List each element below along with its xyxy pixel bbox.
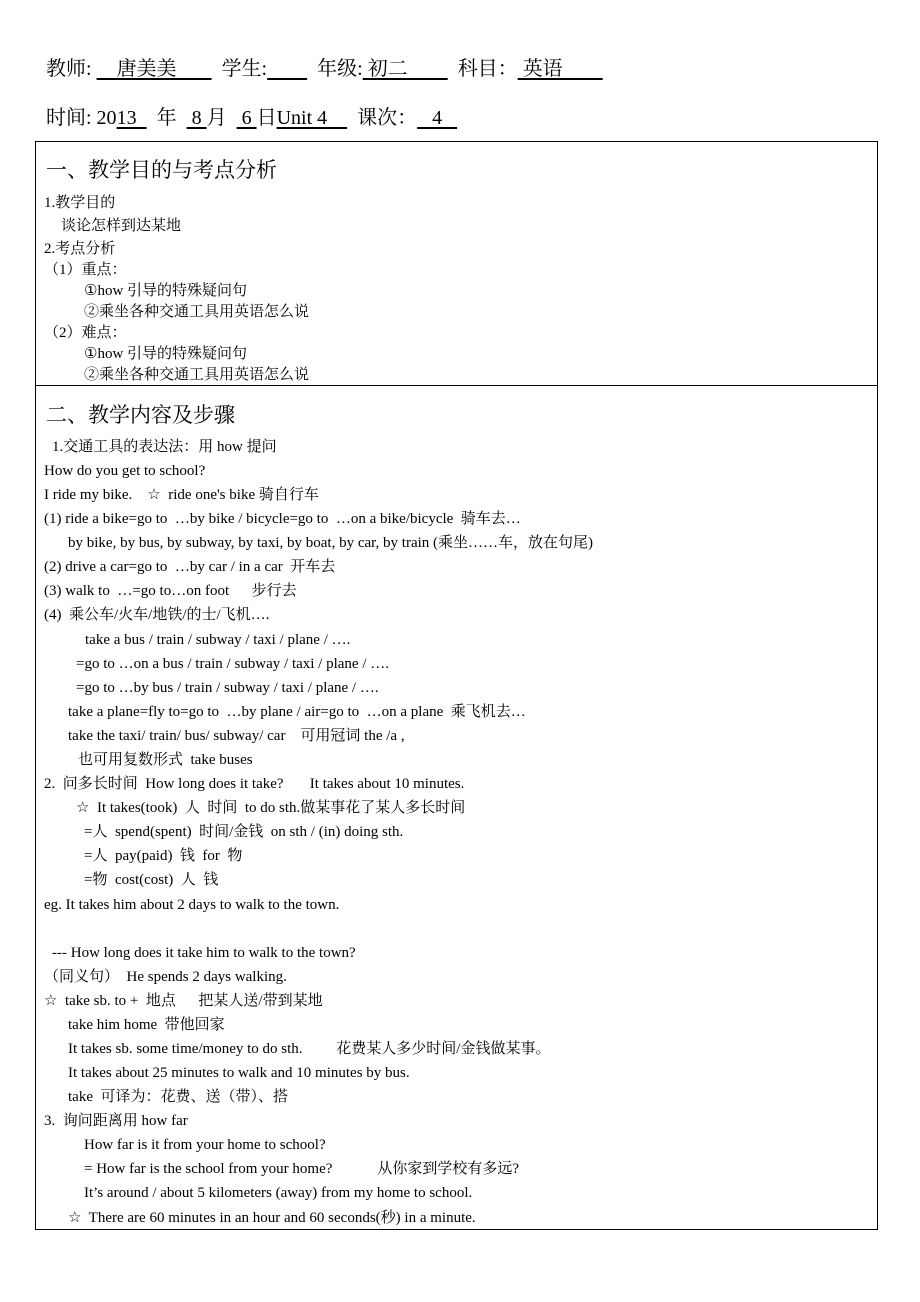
text-line: How do you get to school? — [44, 463, 206, 479]
text-line: =go to …by bus / train / subway / taxi / plane / …. — [76, 680, 379, 696]
year-char: 年 — [156, 107, 177, 129]
year-value: 13 — [116, 107, 147, 129]
student-label: 学生: — [221, 58, 268, 80]
subject-value: 英语 — [517, 58, 603, 80]
text-line: How far is it from your home to school? — [84, 1137, 326, 1153]
lesson-label: 课次： — [357, 107, 418, 129]
text-line: (3) walk to …=go to…on foot 步行去 — [44, 583, 297, 599]
text-line: 3. 询问距离用 how far — [44, 1113, 188, 1129]
student-value — [267, 58, 307, 80]
text-line: （同义句） He spends 2 days walking. — [44, 969, 287, 985]
text-line: 2.考点分析 — [44, 241, 116, 257]
header-row-1 — [46, 57, 603, 81]
content-section — [35, 385, 878, 1230]
text-line: --- How long does it take him to walk to the town? — [52, 945, 356, 961]
text-line: （1）重点： — [44, 262, 127, 278]
text-line: by bike, by bus, by subway, by taxi, by boat, by car, by train (乘坐……车，放在句尾) — [68, 535, 594, 551]
grade-label: 年级: — [317, 58, 363, 80]
text-line: I ride my bike. ☆ ride one's bike 骑自行车 — [44, 487, 319, 503]
text-line: （2）难点： — [44, 325, 127, 341]
text-line: 2. 问多长时间 How long does it take? It takes about 10 minutes. — [44, 776, 465, 792]
section-title: 一、教学目的与考点分析 — [46, 158, 277, 182]
text-line: take him home 带他回家 — [68, 1017, 225, 1033]
section-title: 二、教学内容及步骤 — [46, 403, 235, 427]
teacher-label: 教师: — [46, 58, 92, 80]
text-line: ①how 引导的特殊疑问句 — [84, 346, 248, 362]
header-row-2 — [46, 106, 457, 130]
text-line: ☆ take sb. to + 地点 把某人送/带到某地 — [44, 993, 323, 1009]
teacher-value: 唐美美 — [96, 58, 212, 80]
text-line: =物 cost(cost) 人 钱 — [84, 872, 219, 888]
time-label: 时间: 20 — [46, 107, 117, 129]
text-line: =go to …on a bus / train / subway / taxi / plane / …. — [76, 656, 390, 672]
text-line: =人 spend(spent) 时间/金钱 on sth / (in) doing sth. — [84, 824, 404, 840]
text-line: ①how 引导的特殊疑问句 — [84, 283, 248, 299]
text-line: take 可译为：花费、送（带）、搭 — [68, 1089, 288, 1105]
lesson-value: 4 — [417, 107, 458, 129]
text-line: (4) 乘公车/火车/地铁/的士/飞机…. — [44, 607, 270, 623]
text-line: take the taxi/ train/ bus/ subway/ car 可用冠词 the /a , — [68, 728, 405, 744]
grade-value: 初二 — [362, 58, 448, 80]
text-line: (2) drive a car=go to …by car / in a car 开车去 — [44, 559, 336, 575]
text-line: (1) ride a bike=go to …by bike / bicycle=go to …on a bike/bicycle 骑车去… — [44, 511, 521, 527]
text-line: take a bus / train / subway / taxi / plane / …. — [85, 632, 351, 648]
month-char: 月 — [206, 107, 227, 129]
text-line: ☆ There are 60 minutes in an hour and 60 seconds(秒) in a minute. — [68, 1210, 476, 1226]
text-line: 1.交通工具的表达法：用 how 提问 — [52, 439, 277, 455]
subject-label: 科目： — [457, 58, 518, 80]
text-line: ☆ It takes(took) 人 时间 to do sth.做某事花了某人多长时间 — [76, 800, 466, 816]
text-line: take a plane=fly to=go to …by plane / air=go to …on a plane 乘飞机去… — [68, 704, 526, 720]
text-line: 1.教学目的 — [44, 195, 116, 211]
text-line: ②乘坐各种交通工具用英语怎么说 — [84, 304, 310, 320]
text-line: 也可用复数形式 take buses — [78, 752, 253, 768]
text-line: =人 pay(paid) 钱 for 物 — [84, 848, 243, 864]
day-char: 日 — [256, 107, 277, 129]
unit-value: Unit 4 — [276, 107, 348, 129]
day-value: 6 — [236, 107, 257, 129]
text-line: ②乘坐各种交通工具用英语怎么说 — [84, 367, 310, 383]
month-value: 8 — [186, 107, 207, 129]
text-line: It’s around / about 5 kilometers (away) from my home to school. — [84, 1185, 473, 1201]
objectives-section — [35, 141, 878, 386]
text-line: 谈论怎样到达某地 — [61, 218, 182, 234]
text-line: It takes about 25 minutes to walk and 10 minutes by bus. — [68, 1065, 410, 1081]
text-line: = How far is the school from your home? 从你家到学校有多远? — [84, 1161, 520, 1177]
text-line: eg. It takes him about 2 days to walk to the town. — [44, 897, 340, 913]
text-line: It takes sb. some time/money to do sth. 花费某人多少时间/金钱做某事。 — [68, 1041, 551, 1057]
